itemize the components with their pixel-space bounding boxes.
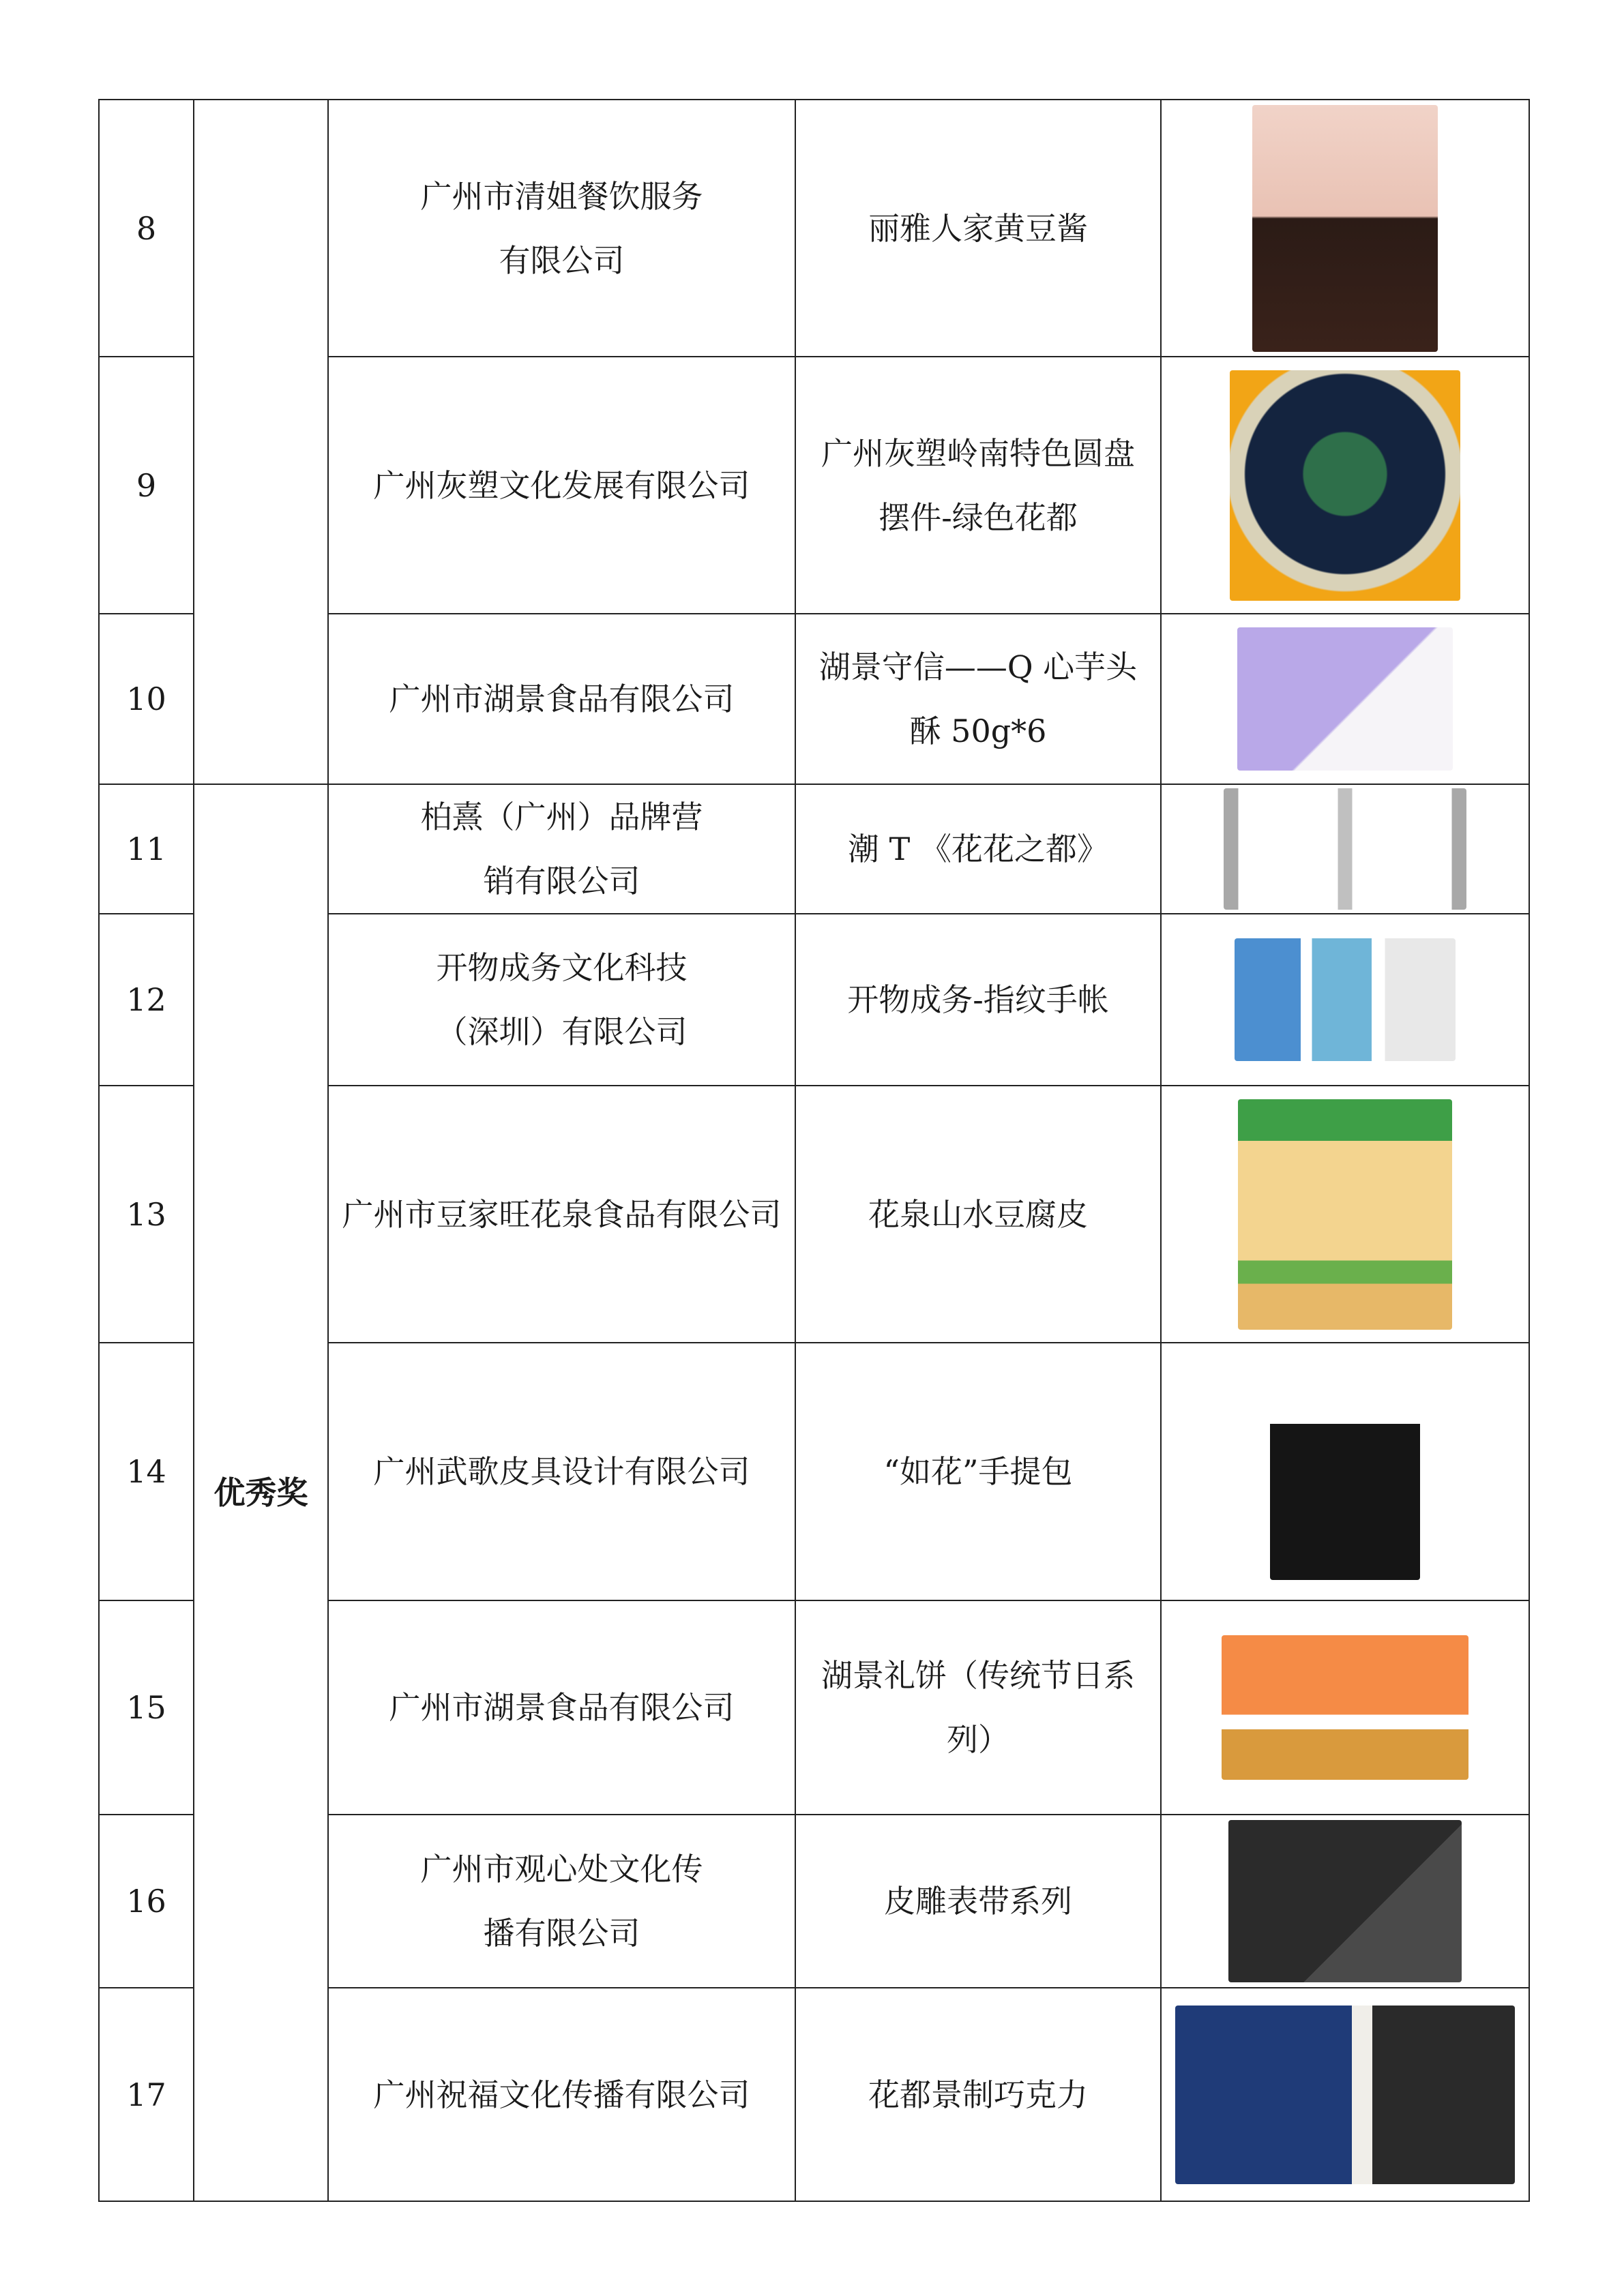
- chocolate-box-photo: [1175, 2006, 1515, 2184]
- product-image-cell: [1161, 614, 1529, 784]
- table-row: [99, 784, 1529, 914]
- product-image-cell: [1161, 357, 1529, 614]
- product-name: 丽雅人家黄豆酱: [795, 100, 1161, 357]
- award-category: 优秀奖: [194, 784, 328, 2201]
- row-number: 11: [99, 784, 194, 914]
- row-number: 12: [99, 914, 194, 1086]
- tofu-skin-package-photo: [1238, 1099, 1452, 1330]
- product-name: 皮雕表带系列: [795, 1815, 1161, 1988]
- product-name: “如花”手提包: [795, 1343, 1161, 1600]
- company-name: 广州市豆家旺花泉食品有限公司: [328, 1086, 795, 1343]
- notebook-photo: [1235, 938, 1456, 1061]
- company-name: 广州市湖景食品有限公司: [328, 1600, 795, 1815]
- row-number: 17: [99, 1988, 194, 2201]
- product-image-cell: [1161, 914, 1529, 1086]
- product-name: 潮 T 《花花之都》: [795, 784, 1161, 914]
- company-name: 广州灰塑文化发展有限公司: [328, 357, 795, 614]
- company-name: 广州市观心处文化传播有限公司: [328, 1815, 795, 1988]
- product-image-cell: [1161, 1343, 1529, 1600]
- product-image-cell: [1161, 100, 1529, 357]
- product-name: 湖景守信——Q 心芋头酥 50g*6: [795, 614, 1161, 784]
- product-image-cell: [1161, 1815, 1529, 1988]
- product-image-cell: [1161, 1086, 1529, 1343]
- row-number: 8: [99, 100, 194, 357]
- leather-watch-straps-photo: [1228, 1820, 1462, 1982]
- row-number: 15: [99, 1600, 194, 1815]
- company-name: 广州祝福文化传播有限公司: [328, 1988, 795, 2201]
- product-image-cell: [1161, 784, 1529, 914]
- company-name: 开物成务文化科技（深圳）有限公司: [328, 914, 795, 1086]
- decorative-plate-photo: [1230, 370, 1460, 601]
- row-number: 14: [99, 1343, 194, 1600]
- row-number: 9: [99, 357, 194, 614]
- row-number: 10: [99, 614, 194, 784]
- award-table: [98, 99, 1530, 2202]
- product-image-cell: [1161, 1988, 1529, 2201]
- product-name: 花都景制巧克力: [795, 1988, 1161, 2201]
- company-name: 柏熹（广州）品牌营销有限公司: [328, 784, 795, 914]
- pastry-boxes-photo: [1222, 1635, 1468, 1780]
- product-image-cell: [1161, 1600, 1529, 1815]
- t-shirt-photo: [1224, 788, 1466, 910]
- company-name: 广州市清姐餐饮服务有限公司: [328, 100, 795, 357]
- row-number: 13: [99, 1086, 194, 1343]
- taro-pastry-box-photo: [1237, 627, 1453, 771]
- product-name: 开物成务-指纹手帐: [795, 914, 1161, 1086]
- product-name: 湖景礼饼（传统节日系列）: [795, 1600, 1161, 1815]
- product-name: 花泉山水豆腐皮: [795, 1086, 1161, 1343]
- tote-bag-photo: [1270, 1363, 1420, 1580]
- row-number: 16: [99, 1815, 194, 1988]
- award-cell-continued: [194, 100, 328, 784]
- table-row: [99, 100, 1529, 357]
- company-name: 广州武歌皮具设计有限公司: [328, 1343, 795, 1600]
- company-name: 广州市湖景食品有限公司: [328, 614, 795, 784]
- soy-sauce-gift-box-photo: [1252, 105, 1438, 352]
- product-name: 广州灰塑岭南特色圆盘摆件-绿色花都: [795, 357, 1161, 614]
